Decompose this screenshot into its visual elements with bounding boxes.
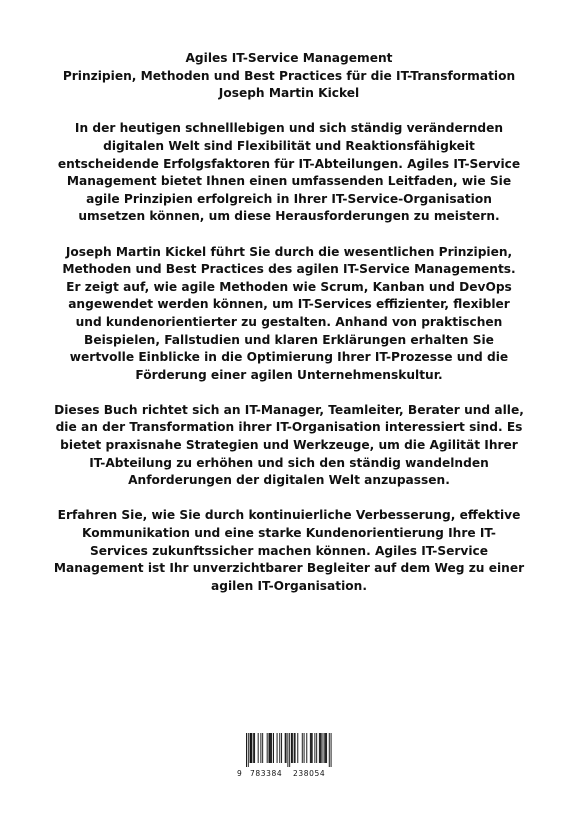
blurb-line: Anforderungen der digitalen Welt anzupassen.: [128, 473, 450, 488]
blurb-line: umsetzen können, um diese Herausforderungen zu meistern.: [78, 209, 500, 224]
barcode-bar: [311, 733, 312, 763]
barcode-bar: [248, 733, 249, 767]
blurb-line: Management ist Ihr unverzichtbarer Begleiter auf dem Weg zu einer: [53, 561, 525, 576]
barcode-bar: [269, 733, 270, 763]
barcode-bar: [292, 733, 293, 763]
blurb-line: IT-Abteilung zu erhöhen und sich den ständig wandelnden: [89, 455, 489, 470]
blurb-line: Dieses Buch richtet sich an IT-Manager, Teamleiter, Berater und alle,: [54, 402, 524, 417]
barcode-bar: [246, 733, 247, 767]
blurb-paragraph-3: [40, 402, 538, 490]
blurb-line: Förderung einer agilen Unternehmenskultur.: [135, 367, 443, 382]
barcode-bar: [304, 733, 305, 763]
blurb-line: wertvolle Einblicke in die Optimierung Ihrer IT-Prozesse und die: [69, 350, 509, 365]
blurb-line: digitalen Welt sind Flexibilität und Reaktionsfähigkeit: [103, 138, 475, 153]
barcode-bar: [285, 733, 286, 763]
barcode-bar: [258, 733, 259, 763]
blurb-line: Erfahren Sie, wie Sie durch kontinuierliche Verbesserung, effektive: [57, 508, 521, 523]
barcode-bar: [273, 733, 274, 763]
title-block: [40, 50, 538, 103]
book-subtitle: Prinzipien, Methoden und Best Practices für die IT-Transformation: [62, 68, 516, 83]
barcode-bar: [294, 733, 295, 763]
barcode-left-group: 783384: [250, 769, 283, 778]
blurb-line: entscheidende Erfolgsfaktoren für IT-Abteilungen. Agiles IT-Service: [57, 156, 521, 171]
barcode-bar: [331, 733, 332, 767]
barcode-bar: [267, 733, 268, 763]
blurb-paragraph-4: [40, 507, 538, 595]
barcode-bar: [306, 733, 307, 763]
barcode-bar: [325, 733, 326, 763]
barcode-bar: [291, 733, 292, 763]
barcode-bar: [320, 733, 321, 763]
barcode-bar: [250, 733, 251, 763]
blurb-line: die an der Transformation ihrer IT-Organisation interessiert sind. Es: [55, 420, 523, 435]
barcode-bar: [260, 733, 261, 763]
barcode-bar: [310, 733, 311, 763]
barcode-bar: [289, 733, 290, 767]
barcode-bar: [316, 733, 317, 763]
blurb-line: und kundenorientierter zu gestalten. Anhand von praktischen: [75, 314, 503, 329]
isbn-barcode: [237, 733, 341, 779]
barcode-bar: [254, 733, 255, 763]
blurb-line: Methoden und Best Practices des agilen IT-Service Managements.: [62, 262, 516, 277]
book-title: Agiles IT-Service Management: [185, 51, 393, 65]
barcode-right-group: 238054: [293, 769, 326, 778]
barcode-bar: [321, 733, 322, 763]
barcode-bar: [297, 733, 298, 763]
barcode-bar: [324, 733, 325, 763]
barcode-bar: [323, 733, 324, 763]
barcode-bar: [270, 733, 271, 763]
blurb-line: bietet praxisnahe Strategien und Werkzeuge, um die Agilität Ihrer: [60, 438, 518, 453]
barcode-digits: [237, 768, 341, 779]
book-author: Joseph Martin Kickel: [218, 86, 360, 101]
barcode-bar: [326, 733, 327, 763]
blurb-line: angewendet werden können, um IT-Services effizienter, flexibler: [68, 297, 510, 312]
blurb-line: Management bietet Ihnen einen umfassenden Leitfaden, wie Sie: [66, 174, 512, 189]
barcode-bar: [251, 733, 252, 763]
barcode-bar: [269, 733, 270, 763]
blurb-paragraph-2: [40, 244, 538, 385]
barcode-bars: [237, 733, 341, 767]
barcode-bar: [277, 733, 278, 763]
blurb-line: Beispielen, Fallstudien und klaren Erklärungen erhalten Sie: [84, 332, 494, 347]
barcode-bar: [286, 733, 287, 763]
barcode-bar: [319, 733, 320, 763]
barcode-first-digit: 9: [237, 769, 242, 778]
barcode-bar: [295, 733, 296, 763]
barcode-bar: [312, 733, 313, 763]
barcode-bar: [279, 733, 280, 763]
barcode-bar: [262, 733, 263, 763]
barcode-bar: [253, 733, 254, 763]
blurb-line: Services zukunftssicher machen können. Agiles IT-Service: [89, 543, 488, 558]
blurb-line: Er zeigt auf, wie agile Methoden wie Scrum, Kanban und DevOps: [66, 279, 512, 294]
barcode-bar: [314, 733, 315, 763]
blurb-line: Kommunikation und eine starke Kundenorientierung Ihre IT-: [82, 526, 496, 541]
barcode-bar: [271, 733, 272, 763]
barcode-bar: [281, 733, 282, 763]
barcode-bar: [287, 733, 288, 767]
blurb-paragraph-1: [40, 120, 538, 226]
barcode-bar: [302, 733, 303, 763]
blurb-line: Joseph Martin Kickel führt Sie durch die wesentlichen Prinzipien,: [65, 244, 513, 259]
blurb-line: In der heutigen schnelllebigen und sich ständig verändernden: [74, 121, 504, 136]
cover-text: [40, 50, 538, 613]
blurb-line: agile Prinzipien erfolgreich in Ihrer IT-Service-Organisation: [86, 191, 492, 206]
barcode-bar: [251, 733, 252, 763]
blurb-line: agilen IT-Organisation.: [211, 578, 367, 593]
barcode-bar: [329, 733, 330, 767]
